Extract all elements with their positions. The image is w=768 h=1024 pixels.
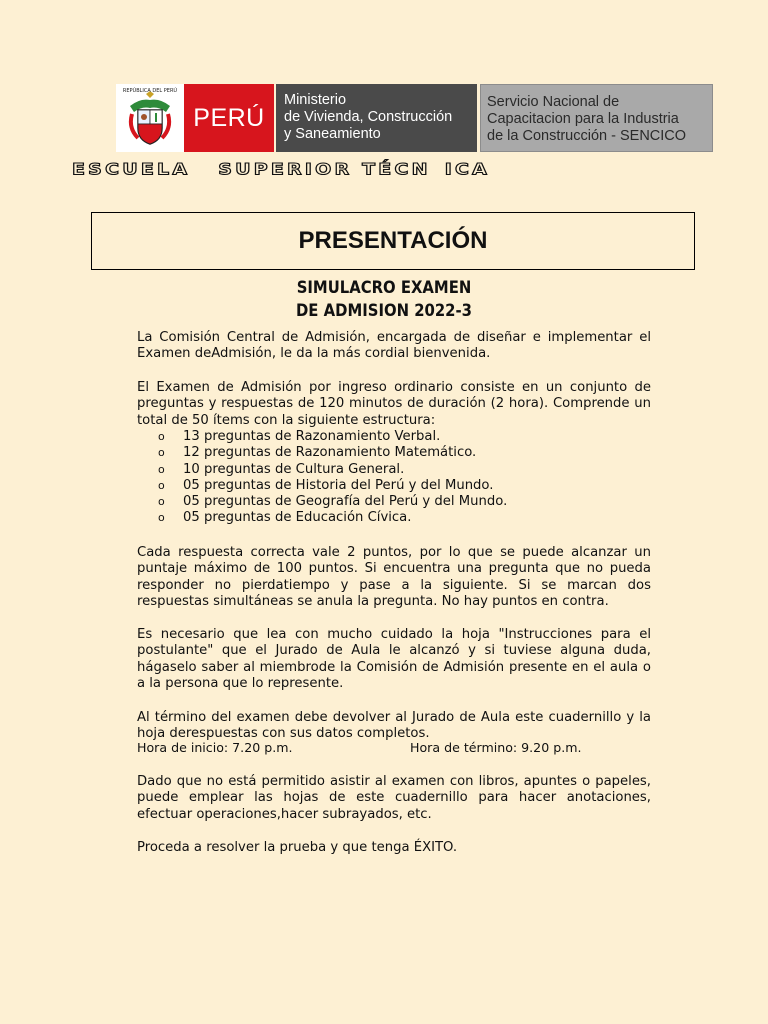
start-time: Hora de inicio: 7.20 p.m. [137,740,293,755]
notes-paragraph: Dado que no está permitido asistir al examen con libros, apuntes o papeles, puede emplear las hojas de este cuadernillo para hacer anotaciones, efectuar operaciones,hacer subrayados, etc. [137,774,651,822]
list-item-text: 05 preguntas de Historia del Perú y del Mundo. [183,477,494,493]
structure-list [158,429,638,527]
list-item [158,478,638,494]
agency-name [480,84,713,152]
list-item [158,445,638,461]
agency-line: de la Construcción - SENCICO [487,128,687,144]
structure-paragraph: El Examen de Admisión por ingreso ordinario consiste en un conjunto de preguntas y respuestas de 120 minutos de duración (2 hora). Comprende un total de 50 ítems con la siguiente estructura: [137,380,651,428]
coat-of-arms-icon [116,84,184,152]
ministry-line: de Vivienda, Construcción [284,109,453,125]
ministry-line: y Saneamiento [284,126,381,142]
exam-subtitle-line: DE ADMISION 2022-3 [295,301,473,320]
list-item-text: 10 preguntas de Cultura General. [183,461,405,477]
scoring-paragraph: Cada respuesta correcta vale 2 puntos, por lo que se puede alcanzar un puntaje máximo de 100 puntos. Si encuentra una pregunta que no pueda responder no pierdatiempo y pase a la siguiente. Si se marcan dos respuestas simultáneas se anula la pregunta. No hay puntos en contra. [137,545,651,609]
list-item [158,494,638,510]
school-name-part: SUPERIOR TÉCN [218,160,431,179]
presentation-title-box [91,212,695,270]
agency-line: Capacitacion para la Industria [487,111,679,127]
return-paragraph: Al término del examen debe devolver al Jurado de Aula este cuadernillo y la hoja derespuestas con sus datos completos. [137,710,651,742]
bullet-marker: o [158,511,165,525]
ministry-name [276,84,477,152]
ministry-line: Ministerio [284,92,347,108]
agency-line: Servicio Nacional de [487,94,620,110]
school-name [72,160,692,179]
page-title: PRESENTACIÓN [298,227,488,254]
exam-subtitle-line: SIMULACRO EXAMEN [296,278,472,297]
instructions-paragraph: Es necesario que lea con mucho cuidado la hoja "Instrucciones para el postulante" que el Jurado de Aula le alcanzó y si tuviese alguna duda, hágaselo saber al miembrode la Comisión de Admisión presente en el aula o a la persona que lo represente. [137,627,651,691]
peru-label: PERÚ [184,84,274,152]
list-item [158,510,638,526]
end-time: Hora de término: 9.20 p.m. [410,740,582,755]
school-name-part: ESCUELA [72,160,191,179]
welcome-paragraph: La Comisión Central de Admisión, encargada de diseñar e implementar el Examen deAdmisión, le da la más cordial bienvenida. [137,330,651,362]
bullet-marker: o [158,495,165,509]
list-item-text: 05 preguntas de Geografía del Perú y del Mundo. [183,494,508,510]
bullet-marker: o [158,478,165,492]
list-item [158,429,638,445]
list-item-text: 12 preguntas de Razonamiento Matemático. [183,445,477,461]
list-item-text: 13 preguntas de Razonamiento Verbal. [183,429,441,444]
school-name-part: ICA [444,160,491,179]
national-coat-of-arms [116,84,184,152]
crest-ring-text: REPÚBLICA DEL PERÚ [122,88,178,94]
list-item-text: 05 preguntas de Educación Cívica. [183,510,412,526]
bullet-marker: o [158,430,165,443]
institution-banner [116,84,745,152]
closing-paragraph: Proceda a resolver la prueba y que tenga ÉXITO. [137,840,458,855]
bullet-marker: o [158,446,165,460]
list-item [158,462,638,478]
bullet-marker: o [158,462,165,476]
